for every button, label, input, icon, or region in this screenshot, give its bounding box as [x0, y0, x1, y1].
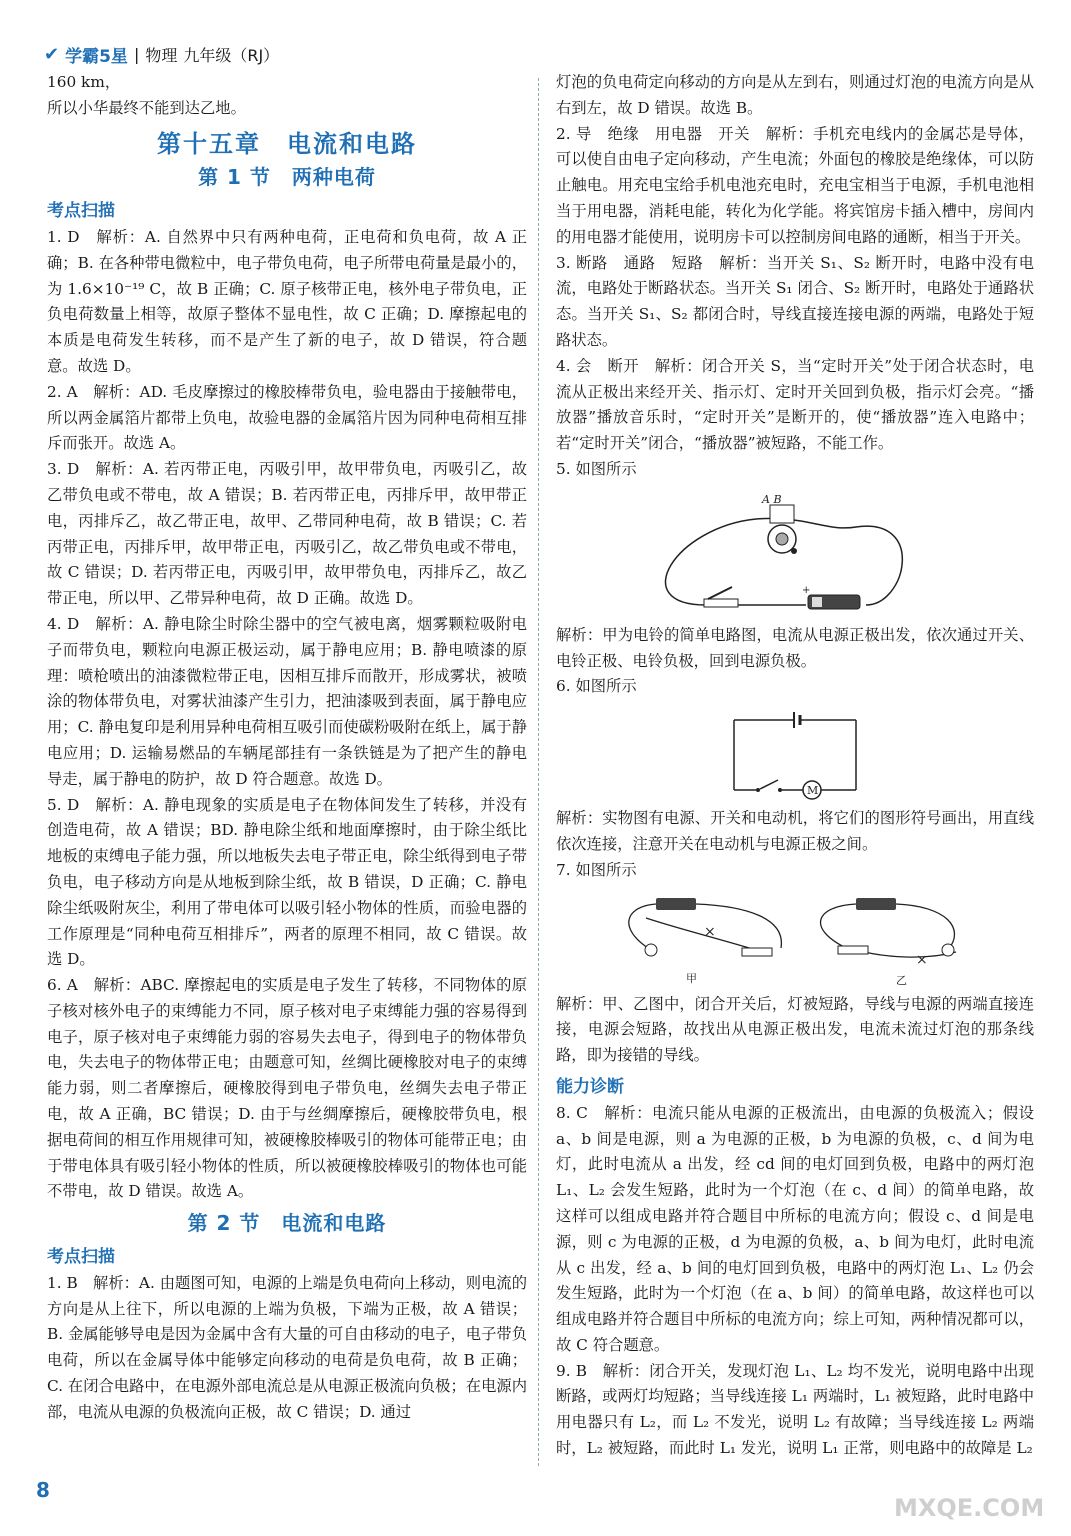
short-circuit-figures [556, 888, 1034, 988]
bell-terminal-label: A B [762, 492, 782, 506]
section-title: 第 1 节 两种电荷 [198, 165, 376, 190]
watermark-logo [888, 1464, 1058, 1524]
answer-item: 4. 会 断开 解析：闭合开关 S，当“定时开关”处于闭合状态时，电流从正极出来经开关、指示灯、定时开关回到负极，指示灯会亮。“播放器”播放音乐时，“定时开关”是断开的，使“播放器”连入电路中；若“定时开关”闭合，“播放器”被短路，不能工作。 [556, 356, 1034, 453]
figure-label: 乙 [896, 973, 907, 987]
answer-item: 2. 导 绝缘 用电器 开关 解析：手机充电线内的金属芯是导体，可以使自由电子定向移动，产生电流；外面包的橡胶是绝缘体，可以防止触电。用充电宝给手机电池充电时，充电宝相当于电源，手机电池相当于用电器，消耗电能，转化为化学能。将宾馆房卡插入槽中，房间内的用电器才能使用，说明房卡可以控制房间电路的通断，相当于开关。 [556, 124, 1034, 246]
answer-item: 2. A 解析：AD. 毛皮摩擦过的橡胶棒带负电，验电器由于接触带电，所以两金属箔片都带上负电，故验电器的金属箔片因为同种电荷相互排斥而张开。故选 A。 [47, 382, 527, 453]
answer-item: 1. D 解析：A. 自然界中只有两种电荷，正电荷和负电荷，故 A 正确；B. 在各种带电微粒中，电子带负电荷，电子所带电荷量是最小的，为 1.6×10⁻¹⁹ C，故 B 正确；C. 原子核带正电，核外电子带负电，正负电荷数量上相等，故原子整体不显电性，故 C 正确；D. 摩擦起电的本质是电荷发生转移，而不是产生了新的电子，故 D 错误，符合题意。故选 D。 [47, 227, 527, 375]
svg-text:+: + [802, 584, 811, 596]
subsection-title: 考点扫描 [47, 201, 115, 222]
motor-symbol: M [807, 784, 819, 798]
answer-item: 7. 如图所示 [556, 860, 637, 879]
answer-item: 5. 如图所示 [556, 459, 637, 478]
svg-text:×: × [704, 923, 716, 940]
answer-item: 8. C 解析：电流只能从电源的正极流出，由电源的负极流入；假设 a、b 间是电源，则 a 为电源的正极，b 为电源的负极，c、d 间为电灯，此时电流从 a 出发，经 cd 间的电灯回到负极，电路中的两灯泡 L₁、L₂ 会发生短路，此时为一个灯泡（在 c、d 间）的简单电路，故这样可以组成电路并符合题目中所标的电流方向；假设 c、d 间是电源，则 c 为电源的正极，d 为电源的负极，a、b 间为电灯，此时电流从 c 出发，经 a、b 间的电灯回到负极，电路中的两灯泡 L₁、L₂ 仍会发生短路，此时为一个灯泡（在 a、b 间）的简单电路，故这样也可以组成电路并符合题目中所标的电流方向；综上可知，两种情况都可以，故 C 符合题意。 [556, 1103, 1034, 1354]
intro-line: 160 km， [47, 73, 121, 91]
subsection-title: 考点扫描 [47, 1247, 115, 1268]
section-title: 第 2 节 电流和电路 [187, 1211, 387, 1236]
answer-item: 灯泡的负电荷定向移动的方向是从左到右，则通过灯泡的电流方向是从右到左，故 D 错误。故选 B。 [556, 73, 1034, 117]
analysis-note: 解析：甲为电铃的简单电路图，电流从电源正极出发，依次通过开关、电铃正极、电铃负极，回到电源负极。 [556, 625, 1034, 670]
answer-item: 3. 断路 通路 短路 解析：当开关 S₁、S₂ 断开时，电路中没有电流，电路处于断路状态。当开关 S₁ 闭合、S₂ 断开时，电路处于通路状态。当开关 S₁、S₂ 都闭合时，导线直接连接电源的两端，电路处于短路状态。 [556, 253, 1034, 349]
watermark-text: MXQE.COM [894, 1494, 1045, 1522]
header-subject: 物理 [145, 45, 178, 65]
answer-item: 3. D 解析：A. 若丙带正电，丙吸引甲，故甲带负电，丙吸引乙，故乙带负电或不带电，故 A 错误；B. 若丙带正电，丙排斥甲，故甲带正电，丙排斥乙，故乙带正电，故甲、乙带同种电荷，故 B 错误；C. 若丙带正电，丙排斥甲，故甲带正电，丙吸引乙，故乙带负电或不带电，故 C 错误；D. 若丙带正电，丙吸引甲，故甲带负电，丙排斥乙，故乙带正电，所以甲、乙带异种电荷，故 D 正确。故选 D。 [47, 460, 527, 608]
intro-line: 所以小华最终不能到达乙地。 [47, 98, 246, 117]
header-separator: | [133, 44, 140, 64]
brand-logo-icon: ✔ [44, 43, 60, 65]
subsection-title: 能力诊断 [556, 1076, 624, 1097]
chapter-title: 第十五章 电流和电路 [157, 129, 417, 158]
answer-item: 4. D 解析：A. 静电除尘时除尘器中的空气被电离，烟雾颗粒吸附电子而带负电，颗粒向电源正极运动，属于静电应用；B. 静电喷漆的原理：喷枪喷出的油漆微粒带正电，因相互排斥而散开，形成雾状，被喷涂的物体带负电，对雾状油漆产生引力，把油漆吸到表面，属于静电应用；C. 静电复印是利用异种电荷相互吸引而使碳粉吸附在纸上，属于静电应用；D. 运输易燃品的车辆尾部挂有一条铁链是为了把产生的静电导走，属于静电的防护，故 D 符合题意。故选 D。 [47, 614, 527, 788]
brand-name: 学霸5星 [65, 46, 128, 67]
answer-item: 6. 如图所示 [556, 677, 637, 696]
figure-yi [821, 898, 956, 987]
answer-item: 6. A 解析：ABC. 摩擦起电的实质是电子发生了转移，不同物体的原子核对核外电子的束缚能力不同，原子核对电子束缚能力强的容易得到电子，原子核对电子束缚能力弱的容易失去电子，得到电子的物体带负电，失去电子的物体带正电；由题意可知，丝绸比硬橡胶对电子的束缚能力弱，则二者摩擦后，硬橡胶得到电子带负电，丝绸失去电子带正电，故 A 正确，BC 错误；D. 由于与丝绸摩擦后，硬橡胶带负电，根据电荷间的相互作用规律可知，被硬橡胶棒吸引的物体可能带正电；由于带电体具有吸引轻小物体的性质，所以被硬橡胶棒吸引的物体也可能不带电，故 D 错误。故选 A。 [47, 976, 527, 1201]
answer-item: 1. B 解析：A. 由题图可知，电源的上端是负电荷向上移动，则电流的方向是从上往下，所以电源的上端为负极，下端为正极，故 A 错误；B. 金属能够导电是因为金属中含有大量的可自由移动的电子，电子带负电荷，所以在金属导体中能够定向移动的电荷是负电荷，故 B 正确；C. 在闭合电路中，在电源外部电流总是从电源正极流向负极；在电源内部，电流从电源的负极流向正极，故 C 错误；D. 通过 [47, 1273, 527, 1421]
figure-label: 甲 [686, 971, 697, 985]
bell-circuit-figure [556, 487, 1034, 619]
figure-jia [629, 898, 782, 985]
header-grade: 九年级（RJ） [183, 45, 280, 65]
page-number: 8 [36, 1478, 50, 1502]
answer-item: 9. B 解析：闭合开关，发现灯泡 L₁、L₂ 均不发光，说明电路中出现断路，或两灯均短路；当导线连接 L₁ 两端时，L₁ 被短路，此时电路中用电器只有 L₂，而 L₂ 不发光，说明 L₂ 有故障；当导线连接 L₂ 两端时，L₂ 被短路，而此时 L₁ 发光，说明 L₁ 正常，则电路中的故障是 L₂ [556, 1361, 1034, 1458]
analysis-note: 解析：实物图有电源、开关和电动机，将它们的图形符号画出，用直线依次连接，注意开关在电动机与电源正极之间。 [556, 809, 1034, 853]
answer-item: 5. D 解析：A. 静电现象的实质是电子在物体间发生了转移，并没有创造电荷，故 A 错误；BD. 静电除尘纸和地面摩擦时，由于除尘纸比地板的束缚电子能力强，所以地板失去电子带正电，除尘纸得到电子带负电，电子移动方向是从地板到除尘纸，故 B 错误，D 正确；C. 静电除尘纸吸附灰尘，利用了带电体可以吸引轻小物体的性质，而验电器的工作原理是“同种电荷互相排斥”，两者的原理不相同，故 C 错误。故选 D。 [47, 795, 527, 969]
right-column [556, 70, 1034, 1462]
svg-text:×: × [916, 951, 928, 968]
page-header [44, 40, 544, 68]
analysis-note: 解析：甲、乙图中，闭合开关后，灯被短路，导线与电源的两端直接连接，电源会短路，故找出从电源正极出发，电流未流过灯泡的那条线路，即为接错的导线。 [556, 994, 1034, 1065]
motor-circuit-diagram [556, 704, 1034, 802]
left-column [47, 70, 527, 1426]
column-divider [538, 78, 539, 1466]
